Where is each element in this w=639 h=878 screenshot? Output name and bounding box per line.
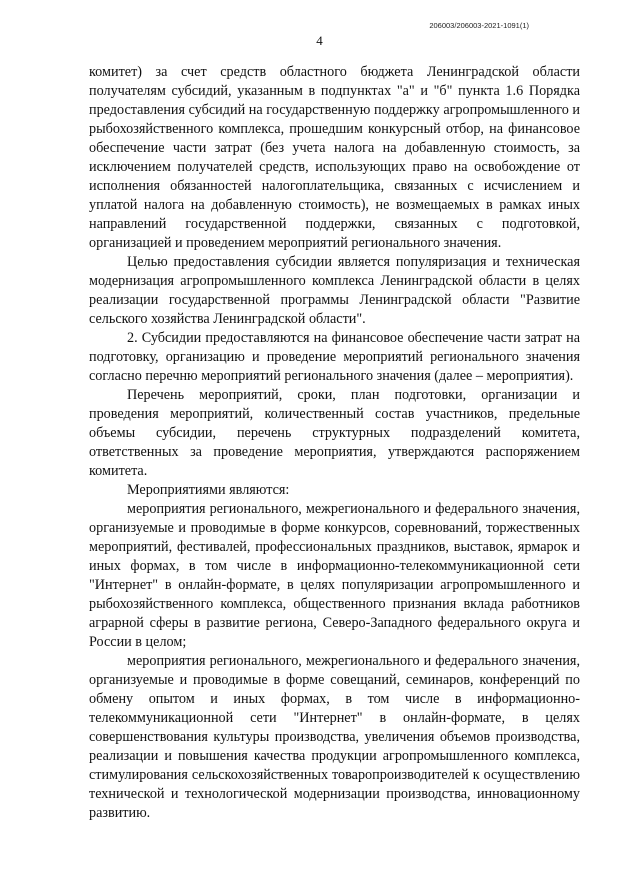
document-number: 206003/206003-2021-1091(1) <box>429 21 529 30</box>
paragraph-7: мероприятия регионального, межрегионального и федерального значения, организуемые и проводимые в форме совещаний, семинаров, конференций по обмену опытом и иных формах, в том числе в информационно-телекоммуникационной сети "Интернет" в онлайн-формате, в целях совершенствования культуры производства, увеличения объемов производства, реализации и повышения качества продукции агропромышленного комплекса, стимулирования сельскохозяйственных товаропроизводителей к осуществлению технической и технологической модернизации производства, инновационному развитию. <box>89 653 580 821</box>
paragraph-6: мероприятия регионального, межрегионального и федерального значения, организуемые и проводимые в форме конкурсов, соревнований, торжественных мероприятий, фестивалей, профессиональных праздников, выставок, ярмарок и иных формах, в том числе в информационно-телекоммуникационной сети "Интернет" в онлайн-формате, в целях популяризации агропромышленного и рыбохозяйственного комплекса, общественного признания вклада работников аграрной сферы в развитие региона, Северо-Западного федерального округа и России в целом; <box>89 501 580 650</box>
document-body <box>89 63 580 823</box>
paragraph-5: Мероприятиями являются: <box>127 482 290 498</box>
paragraph-4: Перечень мероприятий, сроки, план подготовки, организации и проведения мероприятий, количественный состав участников, предельные объемы субсидии, перечень структурных подразделений комитета, ответственных за проведение мероприятия, утверждаются распоряжением комитета. <box>89 387 580 479</box>
paragraph-2: Целью предоставления субсидии является популяризация и техническая модернизация агропромышленного комплекса Ленинградской области в целях реализации государственной программы Ленинградской области "Развитие сельского хозяйства Ленинградской области". <box>89 254 580 327</box>
paragraph-1: комитет) за счет средств областного бюджета Ленинградской области получателям субсидий, указанным в подпунктах "а" и "б" пункта 1.6 Порядка предоставления субсидий на государственную поддержку агропромышленного и рыбохозяйственного комплекса, прошедшим конкурсный отбор, на финансовое обеспечение части затрат (без учета налога на добавленную стоимость, за исключением получателей средств, использующих право на освобождение от исполнения обязанностей налогоплательщика, связанных с исчислением и уплатой налога на добавленную стоимость), не возмещаемых в рамках иных направлений государственной поддержки, связанных с подготовкой, организацией и проведением мероприятий регионального значения. <box>89 64 580 251</box>
page-number: 4 <box>316 33 323 48</box>
paragraph-3: 2. Субсидии предоставляются на финансовое обеспечение части затрат на подготовку, организацию и проведение мероприятий регионального значения согласно перечню мероприятий регионального значения (далее – мероприятия). <box>89 330 580 384</box>
